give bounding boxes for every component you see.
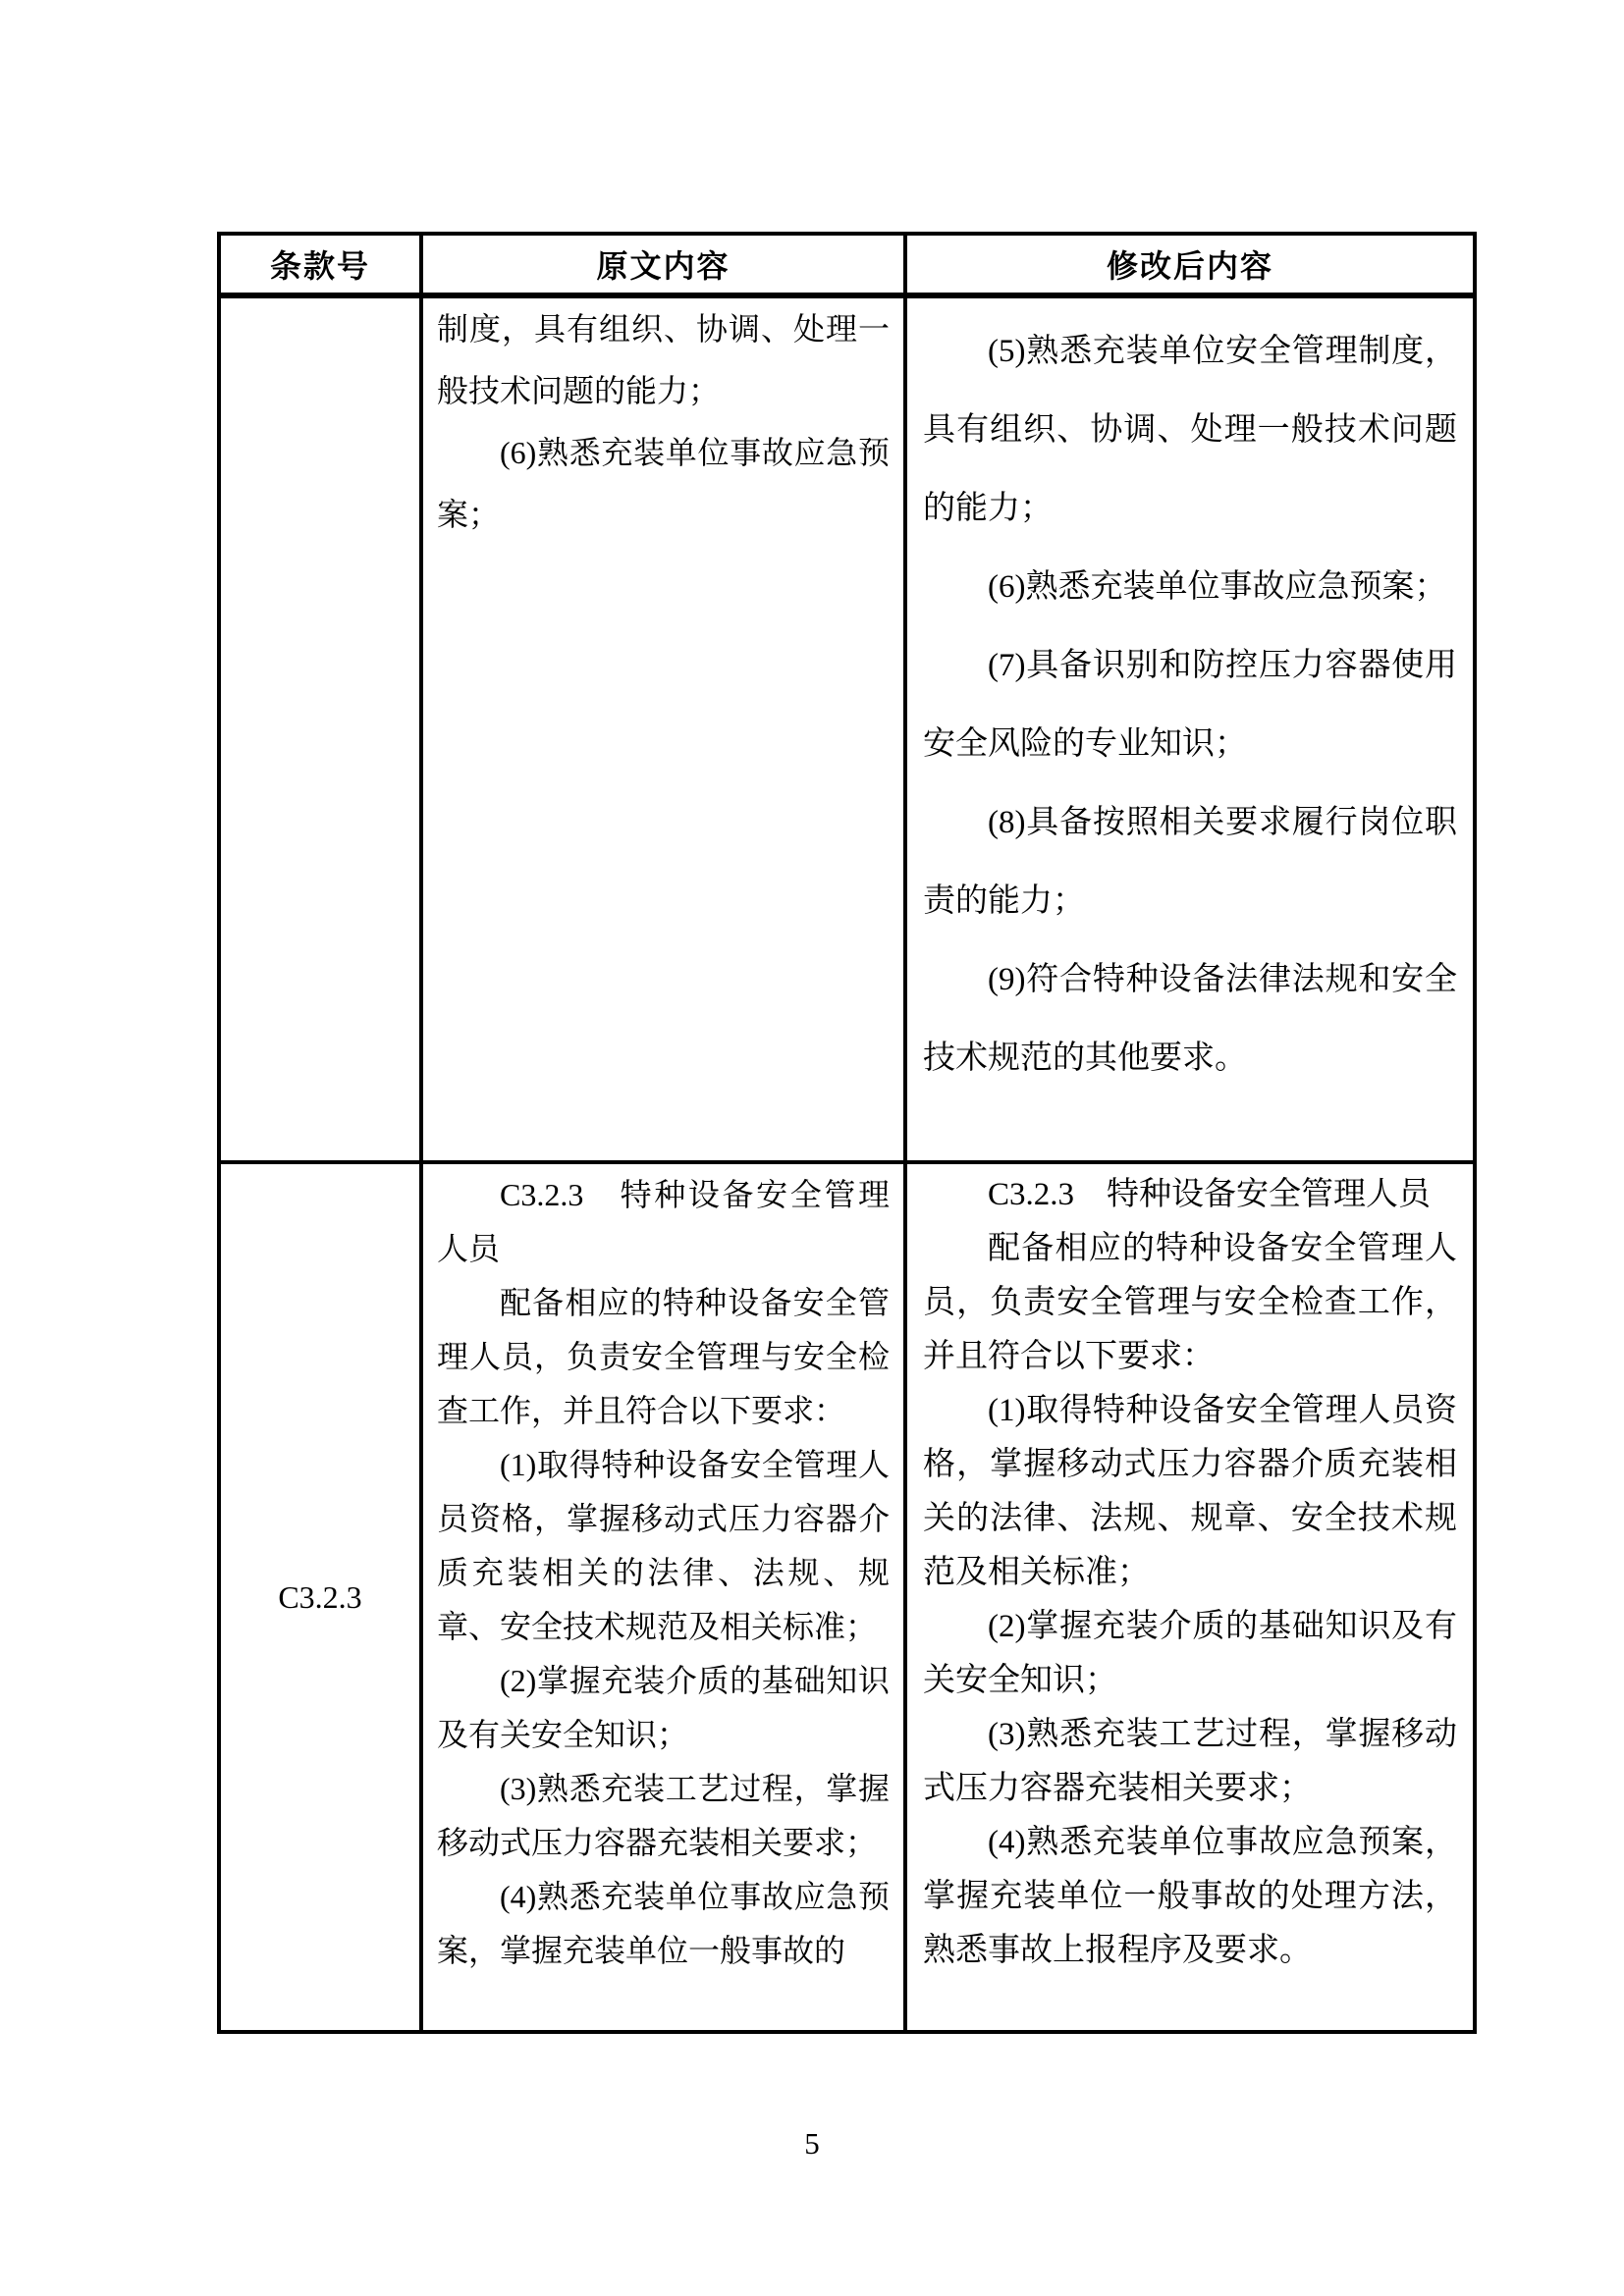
- header-revised-content: 修改后内容: [905, 234, 1475, 295]
- paragraph: 配备相应的特种设备安全管理人员，负责安全管理与安全检查工作，并且符合以下要求：: [437, 1285, 890, 1428]
- paragraph: (2)掌握充装介质的基础知识及有关安全知识；: [923, 1609, 1457, 1698]
- revised-content-text: [923, 312, 1457, 1160]
- revised-content-text: [923, 1168, 1457, 2030]
- paragraph: (3)熟悉充装工艺过程，掌握移动式压力容器充装相关要求；: [923, 1717, 1457, 1806]
- original-content-cell: [421, 295, 905, 1162]
- header-clause-number: 条款号: [219, 234, 421, 295]
- paragraph: C3.2.3 特种设备安全管理人员: [437, 1177, 890, 1266]
- original-content-text: [437, 1168, 890, 2030]
- table-header-row: [219, 234, 1475, 295]
- clause-number-cell: C3.2.3: [219, 1162, 421, 2032]
- paragraph: (4)熟悉充装单位事故应急预案，掌握充装单位一般事故的处理方法，熟悉事故上报程序及要求。: [923, 1825, 1457, 1968]
- paragraph: (7)具备识别和防控压力容器使用安全风险的专业知识；: [923, 648, 1457, 762]
- paragraph: (4)熟悉充装单位事故应急预案，掌握充装单位一般事故的: [437, 1879, 890, 1968]
- paragraph: 制度，具有组织、协调、处理一般技术问题的能力；: [437, 311, 890, 408]
- original-content-cell: [421, 1162, 905, 2032]
- paragraph: (3)熟悉充装工艺过程，掌握移动式压力容器充装相关要求；: [437, 1771, 890, 1860]
- paragraph: (1)取得特种设备安全管理人员资格，掌握移动式压力容器介质充装相关的法律、法规、规章、安全技术规范及相关标准；: [923, 1393, 1457, 1590]
- page-number: 5: [804, 2126, 820, 2161]
- revision-comparison-table: [217, 232, 1477, 2034]
- clause-number-cell: [219, 295, 421, 1162]
- header-original-content: 原文内容: [421, 234, 905, 295]
- paragraph: (9)符合特种设备法律法规和安全技术规范的其他要求。: [923, 962, 1457, 1076]
- paragraph: (8)具备按照相关要求履行岗位职责的能力；: [923, 805, 1457, 919]
- table-row: [219, 295, 1475, 1162]
- original-content-text: [437, 298, 890, 1160]
- paragraph: 配备相应的特种设备安全管理人员，负责安全管理与安全检查工作，并且符合以下要求：: [923, 1231, 1457, 1374]
- paragraph: (1)取得特种设备安全管理人员资格，掌握移动式压力容器介质充装相关的法律、法规、规章、安全技术规范及相关标准；: [437, 1447, 890, 1644]
- paragraph: (5)熟悉充装单位安全管理制度，具有组织、协调、处理一般技术问题的能力；: [923, 334, 1457, 526]
- paragraph: (6)熟悉充装单位事故应急预案；: [988, 569, 1447, 605]
- table-row: [219, 1162, 1475, 2032]
- paragraph: (6)熟悉充装单位事故应急预案；: [437, 435, 890, 532]
- paragraph: (2)掌握充装介质的基础知识及有关安全知识；: [437, 1663, 890, 1752]
- revised-content-cell: [905, 1162, 1475, 2032]
- paragraph: C3.2.3 特种设备安全管理人员: [988, 1177, 1432, 1212]
- revised-content-cell: [905, 295, 1475, 1162]
